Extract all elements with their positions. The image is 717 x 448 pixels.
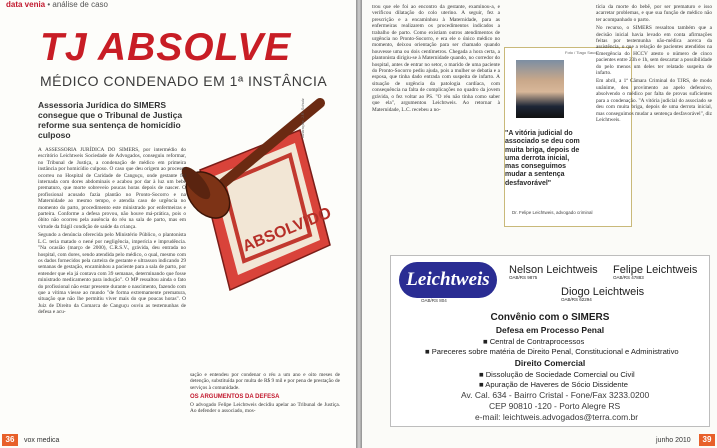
gavel-illustration — [180, 95, 340, 305]
paragraph: A ASSESSORIA JURÍDICA DO SIMERS, por intermédio do escritório Leichtweis Sociedade de Advogados, conseguiu reformar, no Tribunal de Justiça, a condenação de médico em primeira instância por homicídio culposo. O caso que deu origem ao processo ocorreu no Hospital de Caridade de Canguçu, onde gestante foi internada com dores abdominais e acabou por dar à luz um bebê prematuro, que morte sobreveio poucas horas depois de nascer. O profissional acusado fazia plantão no Pronto-Socorro e na Maternidade ao mesmo tempo, e atendia caso de urgência no momento do parto, procedimento este ministrado por enfermeiras e parteira. Conforme a defesa provou, não houve má-prática, pois o óbito não ocorreu pela ausência do réu na sala de parto, mas em virtude da frágil condição de saúde da criança. — [38, 147, 186, 230]
page-number: 36 — [2, 434, 18, 446]
image-credit: Ilustração: J.R. Schulz — [300, 98, 305, 138]
pull-quote: "A vitória judicial do associado se deu com muita briga, depois de uma derrota inicial, mas conseguimos mudar a sentença desfavorável" — [505, 130, 580, 187]
firm-logo: Leichtweis — [399, 262, 497, 298]
lawyer-photo — [516, 60, 564, 118]
lawyer-name: Diogo Leichtweis OAB/RS 62294 — [561, 286, 645, 302]
article-deck: Assessoria Jurídica do SIMERS consegue que o Tribunal de Justiça reforme sua sentença de homicídio culposo — [38, 100, 183, 140]
article-column-2 — [190, 372, 340, 416]
article-column-3 — [372, 4, 500, 115]
law-firm-advertisement — [390, 255, 710, 427]
section-label: data venia — [6, 0, 46, 9]
ad-address: Av. Cal. 634 - Bairro Cristal - Fone/Fax 3233.0200 — [461, 390, 650, 400]
ad-service-item: ■ Central de Contraprocessos — [483, 337, 585, 346]
paragraph: No recurso, o SIMERS ressaltou também que a decisão inicial havia levado em conta afirmações feitas por testemunha não-médica acerca da assistência, o que a relação de pacientes atendidos na Emergência do HCCV atesto o número de cinco pacientes entre 23h e 1h, sem descartar a possibilidade do pelo menos um deles ter relatado suspeita de infarto. — [596, 25, 712, 77]
lawyer-name: Nelson Leichtweis OAB/RS 9875 — [509, 264, 598, 280]
paragraph: tícia da morte do bebê, por ser prematuro e isso acarretar problemas, e que sua função de médico não ter acompanhado o parto. — [596, 4, 712, 23]
quote-author: Dr. Felipe Leichtweis, advogado criminal — [512, 210, 593, 215]
article-title: TJ ABSOLVE — [40, 26, 292, 69]
section-header: data venia • análise de caso — [6, 0, 108, 9]
ad-service-item: ■ Apuração de Haveres de Sócio Dissidente — [479, 380, 628, 389]
article-column-4 — [596, 4, 712, 125]
section-sublabel: análise de caso — [52, 0, 108, 9]
ad-subheading: Defesa em Processo Penal — [495, 325, 605, 335]
ad-cep: CEP 90810 -120 - Porto Alegre RS — [489, 401, 621, 411]
article-column-1 — [38, 147, 186, 432]
article-subtitle: MÉDICO CONDENADO EM 1ª INSTÂNCIA — [40, 73, 328, 89]
stamp-label: ABSOLVIDO — [240, 204, 334, 256]
paragraph: O advogado Felipe Leichtweis decidiu apelar ao Tribunal de Justiça. Ao defender o associado, mos- — [190, 401, 340, 415]
footer-date: junho 2010 — [656, 437, 691, 444]
lawyer-name: Felipe Leichtweis OAB/RS 47883 — [613, 264, 698, 280]
right-page — [362, 0, 717, 448]
section-title: OS ARGUMENTOS DA DEFESA — [190, 394, 280, 401]
ad-heading: Convênio com o SIMERS — [490, 312, 610, 323]
ad-email: e-mail: leichtweis.advogados@terra.com.br — [475, 412, 639, 422]
page-number: 39 — [699, 434, 715, 446]
paragraph: Em abril, a 1ª Câmara Criminal do TJRS, de modo unânime, deu provimento ao apelo defensivo, absolvendo o médico por falta de provas suficientes para a condenação. "A vitória judicial do associado se deu com muita briga, depois de uma derrota inicial, mas conseguimos mudar a sentença desfavorável", diz Leichtweis. — [596, 78, 712, 123]
paragraph: trou que ele foi ao encontro da gestante, examinou-a, e verificou dilatação do colo uterino. A seguir, fez a prescrição e a encaminhou à Maternidade, para as enfermeiras realizarem os procedimentos indicados a trabalho de parto. Como existiam outros atendimentos de urgência no Pronto-Socorro, e era ele o único médico no momento, deixou orientação para ser chamado quando houvesse uma ou dois centímetros. Chegada a hora certa, a plantonista dirigiu-se à Maternidade quando, no corredor do hospital, antes de entrar no setor, o marido de uma paciente do Pronto-Socorro pediu ajuda, pois a mulher se debatia e a esposa, que tinha dado entrada com suspeita de infarto. A situação de urgência da patologia cardíaca, com consequência na falta de complicações no quadro da jovem grávida, o fez voltar ao PS. "O réu não tinha como saber que ela", argumentou Leichtweis. Ao retornar à Maternidade, L.C. recebeu a no- — [372, 4, 500, 113]
firm-logo-sub: OAB/RS 804 — [421, 298, 447, 303]
ad-service-item: ■ Pareceres sobre matéria de Direito Penal, Constitucional e Administrativo — [425, 347, 679, 356]
footer-label: vox medica — [24, 437, 60, 444]
ad-subheading: Direito Comercial — [514, 358, 586, 368]
photo-credit: Foto / Tiago Sauo — [565, 50, 597, 55]
paragraph: sação e entendeu por condenar o réu a um ano e oito meses de detenção, substituída por multa de R$ 9 mil e por pena de prestação de serviços à comunidade. — [190, 372, 340, 391]
left-page — [0, 0, 356, 448]
ad-service-item: ■ Dissolução de Sociedade Comercial ou Civil — [479, 370, 635, 379]
paragraph: Segundo a denúncia oferecida pelo Ministério Público, o plantonista L.C. teria matado o nené por negligência, imperícia e imprudência. "Na ocasião (março de 2000), C.R.S.V., grávida, deu entrada no hospital, com dores, sendo atendida pelo médico, o qual, mesmo com os dados fornecidos pela carteira de gestante e ultrasson indicando 29 semanas de gestação, encaminhou a paciente para a sala de parto, por entender que ela já contava com 39 semanas, determinando que fosse ministrado medicamento para indução". O MP ressaltou ainda o fato do profissional não estar presente durante o nascimento, fazendo com que a vítima viesse ao mundo "de forma extremamente prematura, situação que não lhe permitiu viver mais do que poucas horas". O Juiz de Direito da Comarca de Canguçu ouviu as testemunhas de defesa e acu- — [38, 232, 186, 316]
